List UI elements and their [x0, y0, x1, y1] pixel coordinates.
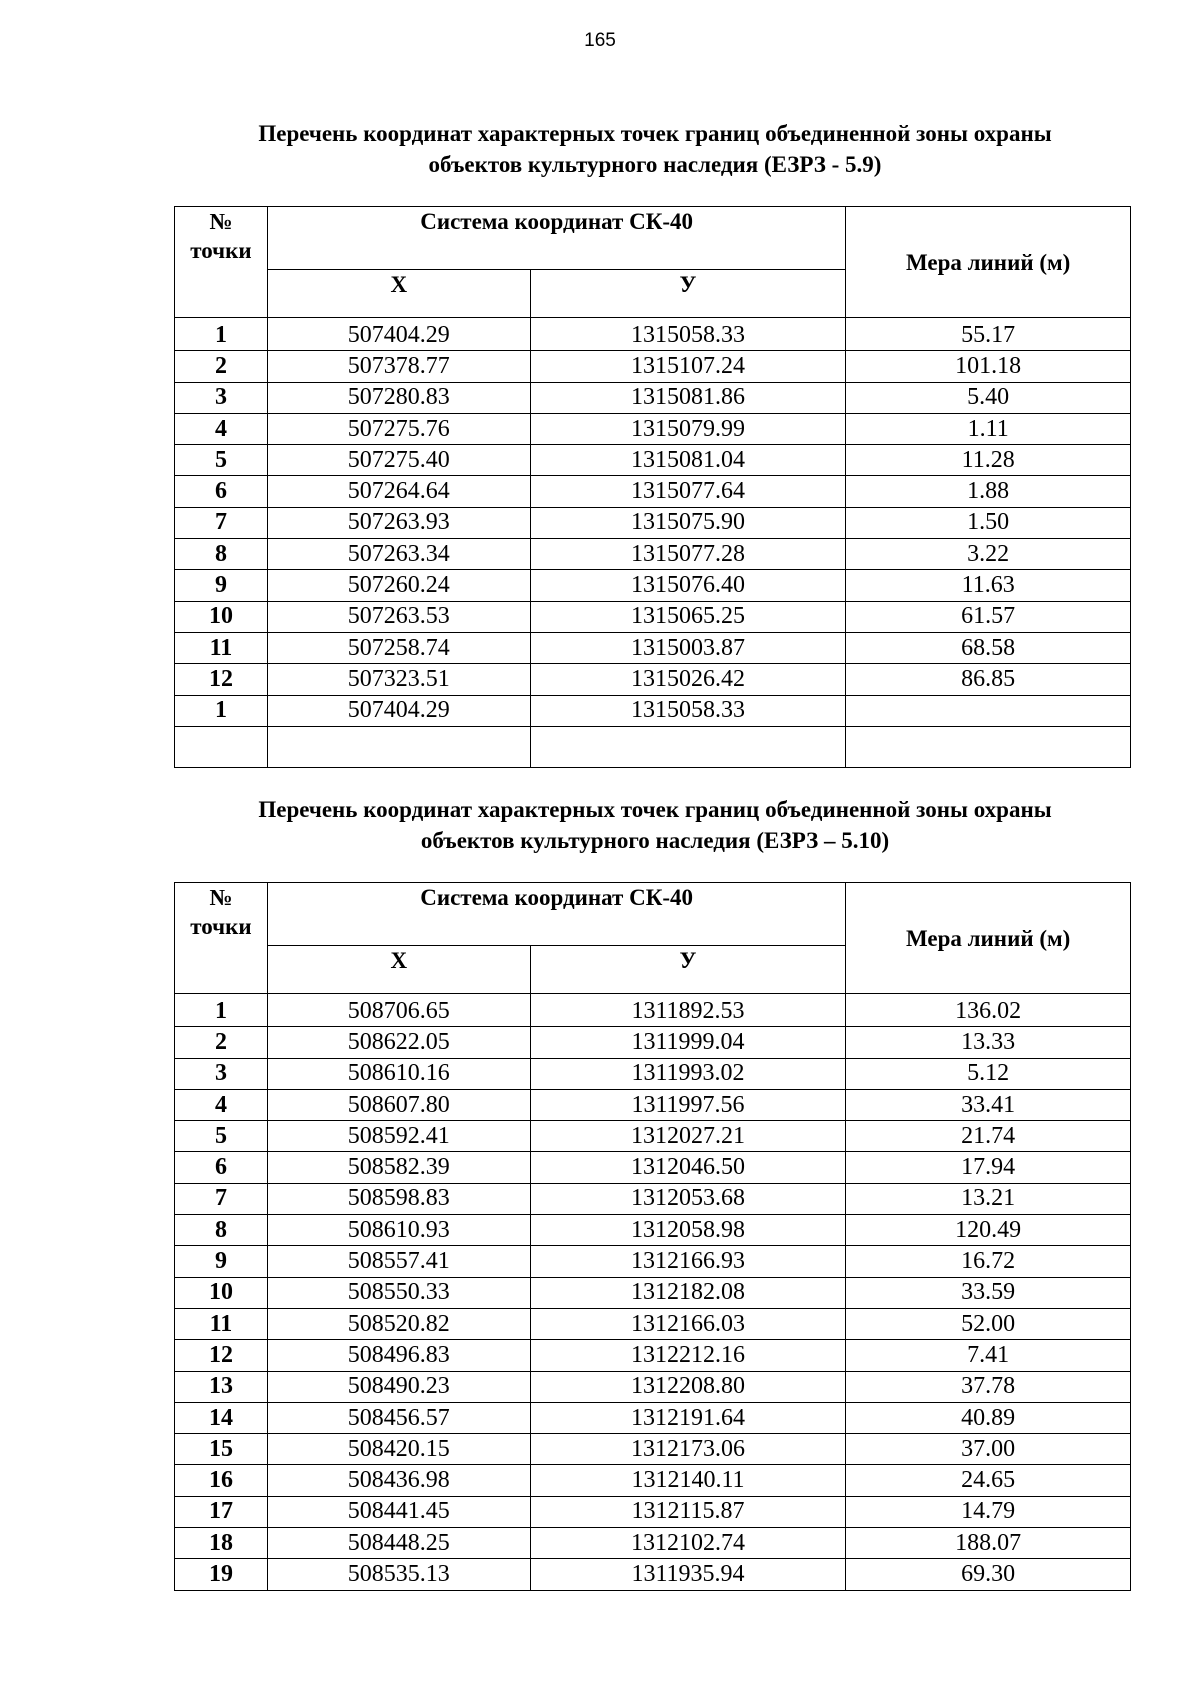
cell-point-number: 11: [175, 1308, 268, 1339]
cell-x: 508598.83: [267, 1183, 530, 1214]
cell-line-length: 69.30: [846, 1559, 1131, 1590]
header-line-length: Мера линий (м): [846, 883, 1131, 994]
coordinates-table-2: [174, 882, 1131, 1591]
table-row: [175, 539, 1131, 570]
cell-point-number: 11: [175, 632, 268, 663]
cell-line-length: 13.21: [846, 1183, 1131, 1214]
cell-y: 1311999.04: [530, 1027, 846, 1058]
table-row: [175, 1559, 1131, 1590]
cell-x: 507275.76: [267, 413, 530, 444]
cell-y: 1312166.03: [530, 1308, 846, 1339]
table-row: [175, 1402, 1131, 1433]
cell-y: 1315026.42: [530, 664, 846, 695]
cell-x: 508582.39: [267, 1152, 530, 1183]
cell-y: 1312115.87: [530, 1496, 846, 1527]
table-row: [175, 695, 1131, 726]
cell-line-length: 5.12: [846, 1058, 1131, 1089]
header-coordinate-system: Система координат СК-40: [267, 207, 845, 270]
cell-y: 1315077.64: [530, 476, 846, 507]
table-1-title-line1: Перечень координат характерных точек границ объединенной зоны охраны: [258, 121, 1052, 146]
cell-x: 507263.34: [267, 539, 530, 570]
table-row: [175, 445, 1131, 476]
cell-x: 507258.74: [267, 632, 530, 663]
cell-line-length: 120.49: [846, 1215, 1131, 1246]
cell-x: 507404.29: [267, 695, 530, 726]
cell-point-number: 12: [175, 1340, 268, 1371]
cell-y: 1315079.99: [530, 413, 846, 444]
cell-line-length: 1.11: [846, 413, 1131, 444]
table-row: [175, 382, 1131, 413]
cell-point-number: 2: [175, 351, 268, 382]
cell-x: 508607.80: [267, 1089, 530, 1120]
table-row: [175, 1371, 1131, 1402]
cell-point-number: 16: [175, 1465, 268, 1496]
cell-x: 507378.77: [267, 351, 530, 382]
cell-y: 1312208.80: [530, 1371, 846, 1402]
cell-point-number: 6: [175, 1152, 268, 1183]
table-row: [175, 1058, 1131, 1089]
table-row: [175, 664, 1131, 695]
table-row: [175, 1465, 1131, 1496]
table-1-body: [175, 318, 1131, 768]
cell-point-number: 10: [175, 1277, 268, 1308]
header-no-word: точки: [190, 914, 252, 939]
table-padding-row: [175, 726, 1131, 767]
cell-point-number: 1: [175, 695, 268, 726]
cell-line-length: 40.89: [846, 1402, 1131, 1433]
table-row: [175, 318, 1131, 351]
header-no-symbol: №: [209, 209, 233, 234]
cell-point-number: 10: [175, 601, 268, 632]
cell-line-length: 17.94: [846, 1152, 1131, 1183]
cell-x: 508441.45: [267, 1496, 530, 1527]
cell-line-length: 24.65: [846, 1465, 1131, 1496]
table-row: [175, 1434, 1131, 1465]
header-x: X: [267, 946, 530, 994]
table-row: [175, 994, 1131, 1027]
cell-x: 508622.05: [267, 1027, 530, 1058]
cell-line-length: 37.00: [846, 1434, 1131, 1465]
table-2-title-line1: Перечень координат характерных точек границ объединенной зоны охраны: [258, 797, 1052, 822]
cell-x: 507263.93: [267, 507, 530, 538]
cell-point-number: 14: [175, 1402, 268, 1433]
cell-y: 1312212.16: [530, 1340, 846, 1371]
table-row: [175, 1308, 1131, 1339]
cell-x: 507264.64: [267, 476, 530, 507]
cell-line-length: 11.28: [846, 445, 1131, 476]
cell-point-number: 19: [175, 1559, 268, 1590]
empty-cell: [530, 726, 846, 767]
cell-x: 507323.51: [267, 664, 530, 695]
cell-line-length: 5.40: [846, 382, 1131, 413]
table-row: [175, 1246, 1131, 1277]
header-y: У: [530, 270, 846, 318]
table-1-title-line2: объектов культурного наследия (ЕЗРЗ - 5.9): [428, 152, 882, 177]
cell-line-length: 55.17: [846, 318, 1131, 351]
cell-x: 507260.24: [267, 570, 530, 601]
cell-y: 1315075.90: [530, 507, 846, 538]
cell-point-number: 13: [175, 1371, 268, 1402]
cell-line-length: 136.02: [846, 994, 1131, 1027]
empty-cell: [846, 726, 1131, 767]
cell-y: 1312140.11: [530, 1465, 846, 1496]
cell-point-number: 9: [175, 1246, 268, 1277]
cell-line-length: 86.85: [846, 664, 1131, 695]
cell-y: 1315081.04: [530, 445, 846, 476]
table-row: [175, 1528, 1131, 1559]
cell-line-length: 68.58: [846, 632, 1131, 663]
table-row: [175, 1089, 1131, 1120]
cell-point-number: 3: [175, 382, 268, 413]
cell-x: 508610.16: [267, 1058, 530, 1089]
cell-y: 1312173.06: [530, 1434, 846, 1465]
table-1-title: [175, 118, 1135, 180]
table-row: [175, 1215, 1131, 1246]
cell-y: 1312102.74: [530, 1528, 846, 1559]
cell-y: 1312182.08: [530, 1277, 846, 1308]
cell-line-length: 11.63: [846, 570, 1131, 601]
table-row: [175, 1340, 1131, 1371]
empty-cell: [175, 726, 268, 767]
cell-x: 507404.29: [267, 318, 530, 351]
cell-point-number: 7: [175, 1183, 268, 1214]
cell-y: 1312191.64: [530, 1402, 846, 1433]
cell-line-length: 21.74: [846, 1121, 1131, 1152]
cell-point-number: 4: [175, 1089, 268, 1120]
cell-y: 1315076.40: [530, 570, 846, 601]
table-row: [175, 632, 1131, 663]
table-row: [175, 1152, 1131, 1183]
coordinates-table-1: [174, 206, 1131, 768]
cell-y: 1312053.68: [530, 1183, 846, 1214]
table-row: [175, 507, 1131, 538]
cell-y: 1312166.93: [530, 1246, 846, 1277]
cell-line-length: 13.33: [846, 1027, 1131, 1058]
table-row: [175, 1183, 1131, 1214]
cell-line-length: 7.41: [846, 1340, 1131, 1371]
header-no-symbol: №: [209, 885, 233, 910]
table-2-title-line2: объектов культурного наследия (ЕЗРЗ – 5.10): [420, 828, 890, 853]
cell-y: 1312027.21: [530, 1121, 846, 1152]
cell-y: 1315065.25: [530, 601, 846, 632]
cell-line-length: 1.50: [846, 507, 1131, 538]
table-row: [175, 570, 1131, 601]
cell-y: 1312046.50: [530, 1152, 846, 1183]
page-number: 165: [584, 30, 616, 51]
cell-point-number: 4: [175, 413, 268, 444]
cell-line-length: 14.79: [846, 1496, 1131, 1527]
cell-line-length: 1.88: [846, 476, 1131, 507]
cell-x: 508520.82: [267, 1308, 530, 1339]
cell-point-number: 7: [175, 507, 268, 538]
cell-x: 508436.98: [267, 1465, 530, 1496]
cell-point-number: 3: [175, 1058, 268, 1089]
cell-line-length: [846, 695, 1131, 726]
cell-point-number: 8: [175, 539, 268, 570]
table-row: [175, 1027, 1131, 1058]
cell-x: 508490.23: [267, 1371, 530, 1402]
cell-point-number: 5: [175, 445, 268, 476]
cell-x: 508448.25: [267, 1528, 530, 1559]
cell-y: 1315081.86: [530, 382, 846, 413]
cell-point-number: 5: [175, 1121, 268, 1152]
cell-line-length: 37.78: [846, 1371, 1131, 1402]
header-no-word: точки: [190, 238, 252, 263]
table-row: [175, 601, 1131, 632]
table-row: [175, 1496, 1131, 1527]
header-line-length: Мера линий (м): [846, 207, 1131, 318]
table-row: [175, 351, 1131, 382]
cell-x: 508557.41: [267, 1246, 530, 1277]
cell-point-number: 9: [175, 570, 268, 601]
cell-point-number: 1: [175, 994, 268, 1027]
cell-y: 1311935.94: [530, 1559, 846, 1590]
cell-y: 1315058.33: [530, 695, 846, 726]
cell-y: 1312058.98: [530, 1215, 846, 1246]
cell-x: 507280.83: [267, 382, 530, 413]
table-row: [175, 476, 1131, 507]
cell-y: 1311892.53: [530, 994, 846, 1027]
empty-cell: [267, 726, 530, 767]
cell-point-number: 12: [175, 664, 268, 695]
header-coordinate-system: Система координат СК-40: [267, 883, 845, 946]
cell-line-length: 61.57: [846, 601, 1131, 632]
cell-line-length: 16.72: [846, 1246, 1131, 1277]
cell-x: 508420.15: [267, 1434, 530, 1465]
cell-y: 1311997.56: [530, 1089, 846, 1120]
table-row: [175, 1121, 1131, 1152]
cell-y: 1315003.87: [530, 632, 846, 663]
cell-x: 508550.33: [267, 1277, 530, 1308]
cell-x: 508706.65: [267, 994, 530, 1027]
cell-point-number: 8: [175, 1215, 268, 1246]
header-point-number: [175, 207, 268, 318]
cell-line-length: 188.07: [846, 1528, 1131, 1559]
cell-x: 507263.53: [267, 601, 530, 632]
cell-x: 508592.41: [267, 1121, 530, 1152]
cell-line-length: 33.59: [846, 1277, 1131, 1308]
cell-x: 508456.57: [267, 1402, 530, 1433]
cell-point-number: 15: [175, 1434, 268, 1465]
cell-point-number: 2: [175, 1027, 268, 1058]
table-row: [175, 413, 1131, 444]
cell-x: 508610.93: [267, 1215, 530, 1246]
header-y: У: [530, 946, 846, 994]
cell-line-length: 101.18: [846, 351, 1131, 382]
cell-y: 1315077.28: [530, 539, 846, 570]
cell-point-number: 17: [175, 1496, 268, 1527]
table-2-body: [175, 994, 1131, 1591]
cell-x: 508496.83: [267, 1340, 530, 1371]
cell-x: 507275.40: [267, 445, 530, 476]
cell-x: 508535.13: [267, 1559, 530, 1590]
cell-y: 1315058.33: [530, 318, 846, 351]
table-row: [175, 1277, 1131, 1308]
cell-y: 1311993.02: [530, 1058, 846, 1089]
cell-point-number: 1: [175, 318, 268, 351]
cell-point-number: 6: [175, 476, 268, 507]
cell-line-length: 52.00: [846, 1308, 1131, 1339]
cell-line-length: 3.22: [846, 539, 1131, 570]
cell-line-length: 33.41: [846, 1089, 1131, 1120]
cell-y: 1315107.24: [530, 351, 846, 382]
header-point-number: [175, 883, 268, 994]
cell-point-number: 18: [175, 1528, 268, 1559]
table-2-title: [175, 794, 1135, 856]
header-x: X: [267, 270, 530, 318]
